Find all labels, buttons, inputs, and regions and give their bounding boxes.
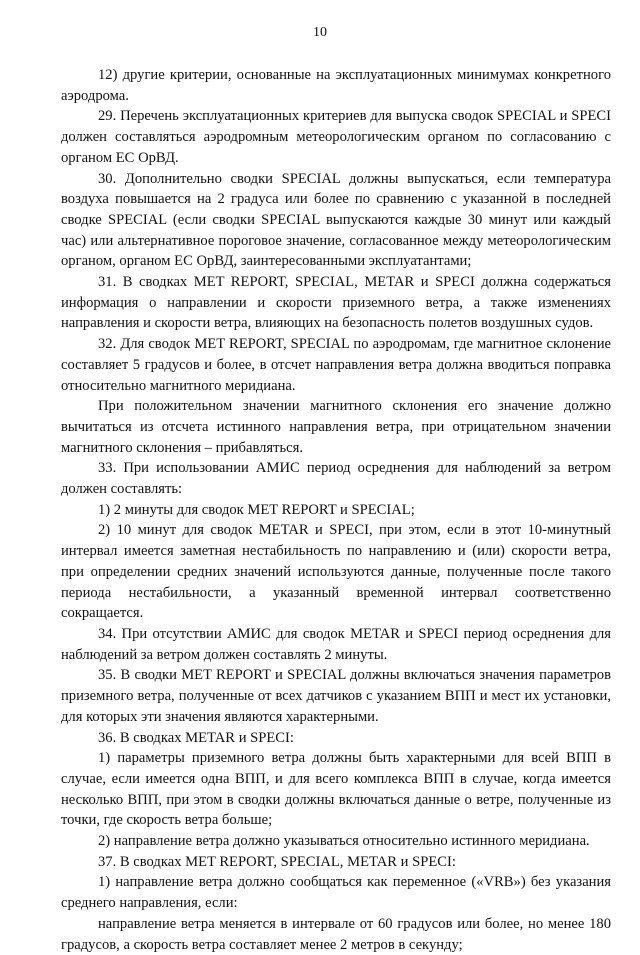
- paragraph: 37. В сводках MET REPORT, SPECIAL, METAR и SPECI:: [98, 853, 456, 870]
- paragraph: 34. При отсутствии АМИС для сводок METAR и SPECI период осреднения для наблюдений за ветром должен составлять 2 минуты.: [61, 625, 611, 663]
- page-body: [61, 65, 611, 955]
- paragraph: 35. В сводки MET REPORT и SPECIAL должны включаться значения параметров приземного ветра, полученные от всех датчиков с указанием ВПП и мест их установки, для которых эти значения являются характерными.: [61, 667, 611, 725]
- paragraph: 1) направление ветра должно сообщаться как переменное («VRB») без указания среднего направления, если:: [61, 874, 611, 912]
- paragraph: 12) другие критерии, основанные на эксплуатационных минимумах конкретного аэродрома.: [61, 67, 611, 104]
- paragraph: 33. При использовании АМИС период осреднения для наблюдений за ветром должен составлять:: [61, 460, 611, 498]
- paragraph: 30. Дополнительно сводки SPECIAL должны выпускаться, если температура воздуха повышается на 2 градуса или более по сравнению с указанной в последней сводке SPECIAL (если сводки SPECIAL выпускаются каждые 30 минут или каждый час) или альтернативное пороговое значение, согласованное между метеорологическим органом, органом ЕС ОрВД, заинтересованными эксплуатантами;: [61, 170, 611, 270]
- page-number: 10: [313, 25, 327, 40]
- paragraph: 1) 2 минуты для сводок MET REPORT и SPECIAL;: [98, 501, 415, 518]
- paragraph: 29. Перечень эксплуатационных критериев для выпуска сводок SPECIAL и SPECI должен составляться аэродромным метеорологическим органом по согласованию с органом ЕС ОрВД.: [61, 108, 611, 166]
- paragraph: 31. В сводках MET REPORT, SPECIAL, METAR и SPECI должна содержаться информация о направлении и скорости приземного ветра, а также изменениях направления и скорости ветра, влияющих на безопасность полетов воздушных судов.: [61, 274, 611, 332]
- paragraph: направление ветра меняется в интервале от 60 градусов или более, но менее 180 градусов, а скорость ветра составляет менее 2 метров в секунду;: [61, 915, 611, 953]
- paragraph: При положительном значении магнитного склонения его значение должно вычитаться из отсчета истинного направления ветра, при отрицательном значении магнитного склонения – прибавляться.: [61, 398, 611, 456]
- paragraph: 2) направление ветра должно указываться относительно истинного меридиана.: [98, 833, 590, 850]
- paragraph: 32. Для сводок MET REPORT, SPECIAL по аэродромам, где магнитное склонение составляет 5 градусов и более, в отсчет направления ветра должна вводиться поправка относительно магнитного меридиана.: [61, 336, 611, 394]
- paragraph: 2) 10 минут для сводок METAR и SPECI, при этом, если в этот 10-минутный интервал имеется заметная нестабильность по направлению и (или) скорости ветра, при определении средних значений используются данные, полученные после такого периода нестабильности, а указанный временной интервал соответственно сокращается.: [61, 522, 611, 622]
- paragraph: 1) параметры приземного ветра должны быть характерными для всей ВПП в случае, если имеется одна ВПП, и для всего комплекса ВПП в случае, когда имеется несколько ВПП, при этом в сводки должны включаться данные о ветре, полученные из точки, где скорость ветра больше;: [61, 750, 611, 829]
- paragraph: 36. В сводках METAR и SPECI:: [98, 729, 294, 746]
